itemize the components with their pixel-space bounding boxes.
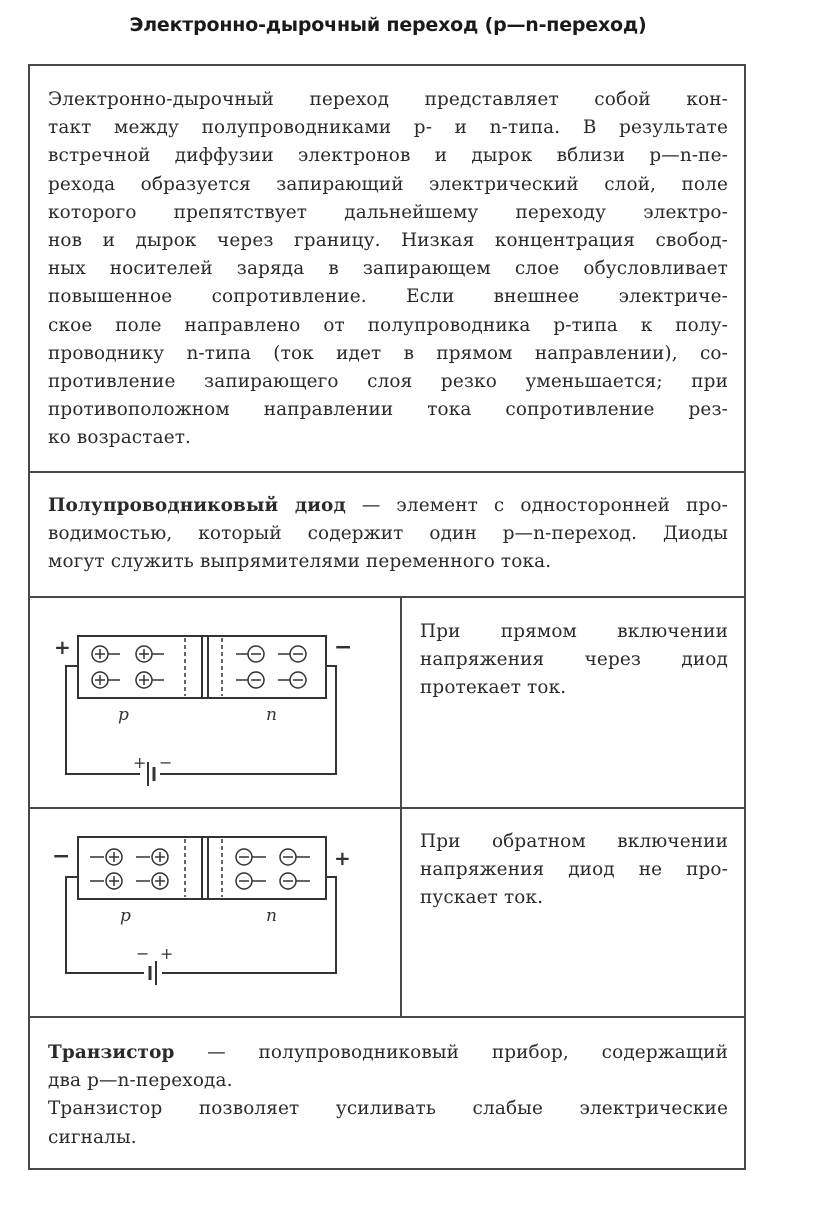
reverse-line: пускает ток.	[420, 887, 544, 909]
divider	[30, 471, 744, 473]
intro-line: ных носителей заряда в запирающем слое обусловливает	[48, 258, 728, 280]
diode-term: Полупроводниковый диод	[48, 495, 346, 516]
intro-paragraph	[48, 86, 728, 453]
intro-line: повышенное сопротивление. Если внешнее электриче-	[48, 286, 728, 308]
intro-line: которого препятствует дальнейшему переходу электро-	[48, 201, 728, 223]
right-terminal-sign: +	[334, 846, 351, 870]
diode-line-1-rest: — элемент с односторонней про-	[345, 495, 728, 516]
right-terminal-sign: −	[334, 634, 353, 660]
divider	[30, 1016, 744, 1018]
left-terminal-sign: −	[52, 843, 71, 869]
battery-minus-sign: −	[136, 944, 150, 963]
forward-bias-text	[420, 618, 728, 703]
n-region-label: n	[266, 705, 277, 725]
reverse-bias-diagram	[30, 809, 398, 1017]
transistor-definition	[48, 1039, 728, 1152]
battery-minus-sign: −	[159, 753, 173, 772]
intro-line: Электронно-дырочный переход представляет собой кон-	[48, 89, 728, 110]
forward-line: напряжения через диод	[420, 649, 728, 671]
transistor-line-4: сигналы.	[48, 1126, 137, 1148]
intro-line: противоположном направлении тока сопротивление рез-	[48, 399, 728, 421]
transistor-line-1-rest: — полупроводниковый прибор, содержащий	[174, 1042, 728, 1063]
intro-line: такт между полупроводниками p- и n-типа. В результате	[48, 117, 728, 139]
p-region-label: p	[120, 906, 131, 926]
n-region-label: n	[266, 906, 277, 926]
left-terminal-sign: +	[54, 635, 71, 659]
diode-line-1	[48, 492, 728, 520]
reverse-line: напряжения диод не про-	[420, 859, 728, 881]
battery-plus-sign: +	[133, 753, 147, 772]
transistor-term: Транзистор	[48, 1042, 175, 1063]
diode-line-3: могут служить выпрямителями переменного тока.	[48, 551, 552, 573]
battery-plus-sign: +	[160, 944, 174, 963]
intro-line: проводнику n-типа (ток идет в прямом направлении), со-	[48, 342, 728, 364]
reverse-bias-text	[420, 828, 728, 913]
forward-bias-diagram	[30, 598, 398, 808]
transistor-line-1	[48, 1039, 728, 1067]
diode-line-2: водимостью, который содержит один p—n-переход. Диоды	[48, 523, 728, 545]
intro-line: ко возрастает.	[48, 427, 192, 449]
forward-line: При прямом включении	[420, 621, 728, 642]
intro-line: нов и дырок через границу. Низкая концентрация свобод-	[48, 230, 728, 252]
intro-line: противление запирающего слоя резко уменьшается; при	[48, 371, 728, 393]
diode-definition	[48, 492, 728, 577]
transistor-line-2: два p—n-перехода.	[48, 1070, 233, 1092]
transistor-line-3: Транзистор позволяет усиливать слабые электрические	[48, 1098, 728, 1120]
p-region-label: p	[118, 705, 129, 725]
content-frame	[28, 64, 746, 1170]
forward-line: протекает ток.	[420, 677, 567, 699]
intro-line: встречной диффузии электронов и дырок вблизи p—n-пе-	[48, 145, 728, 167]
intro-line: ское поле направлено от полупроводника p-типа к полу-	[48, 314, 728, 336]
intro-line: рехода образуется запирающий электрический слой, поле	[48, 173, 728, 195]
reverse-line: При обратном включении	[420, 831, 728, 852]
page-title: Электронно-дырочный переход (p—n-переход)	[129, 14, 647, 36]
